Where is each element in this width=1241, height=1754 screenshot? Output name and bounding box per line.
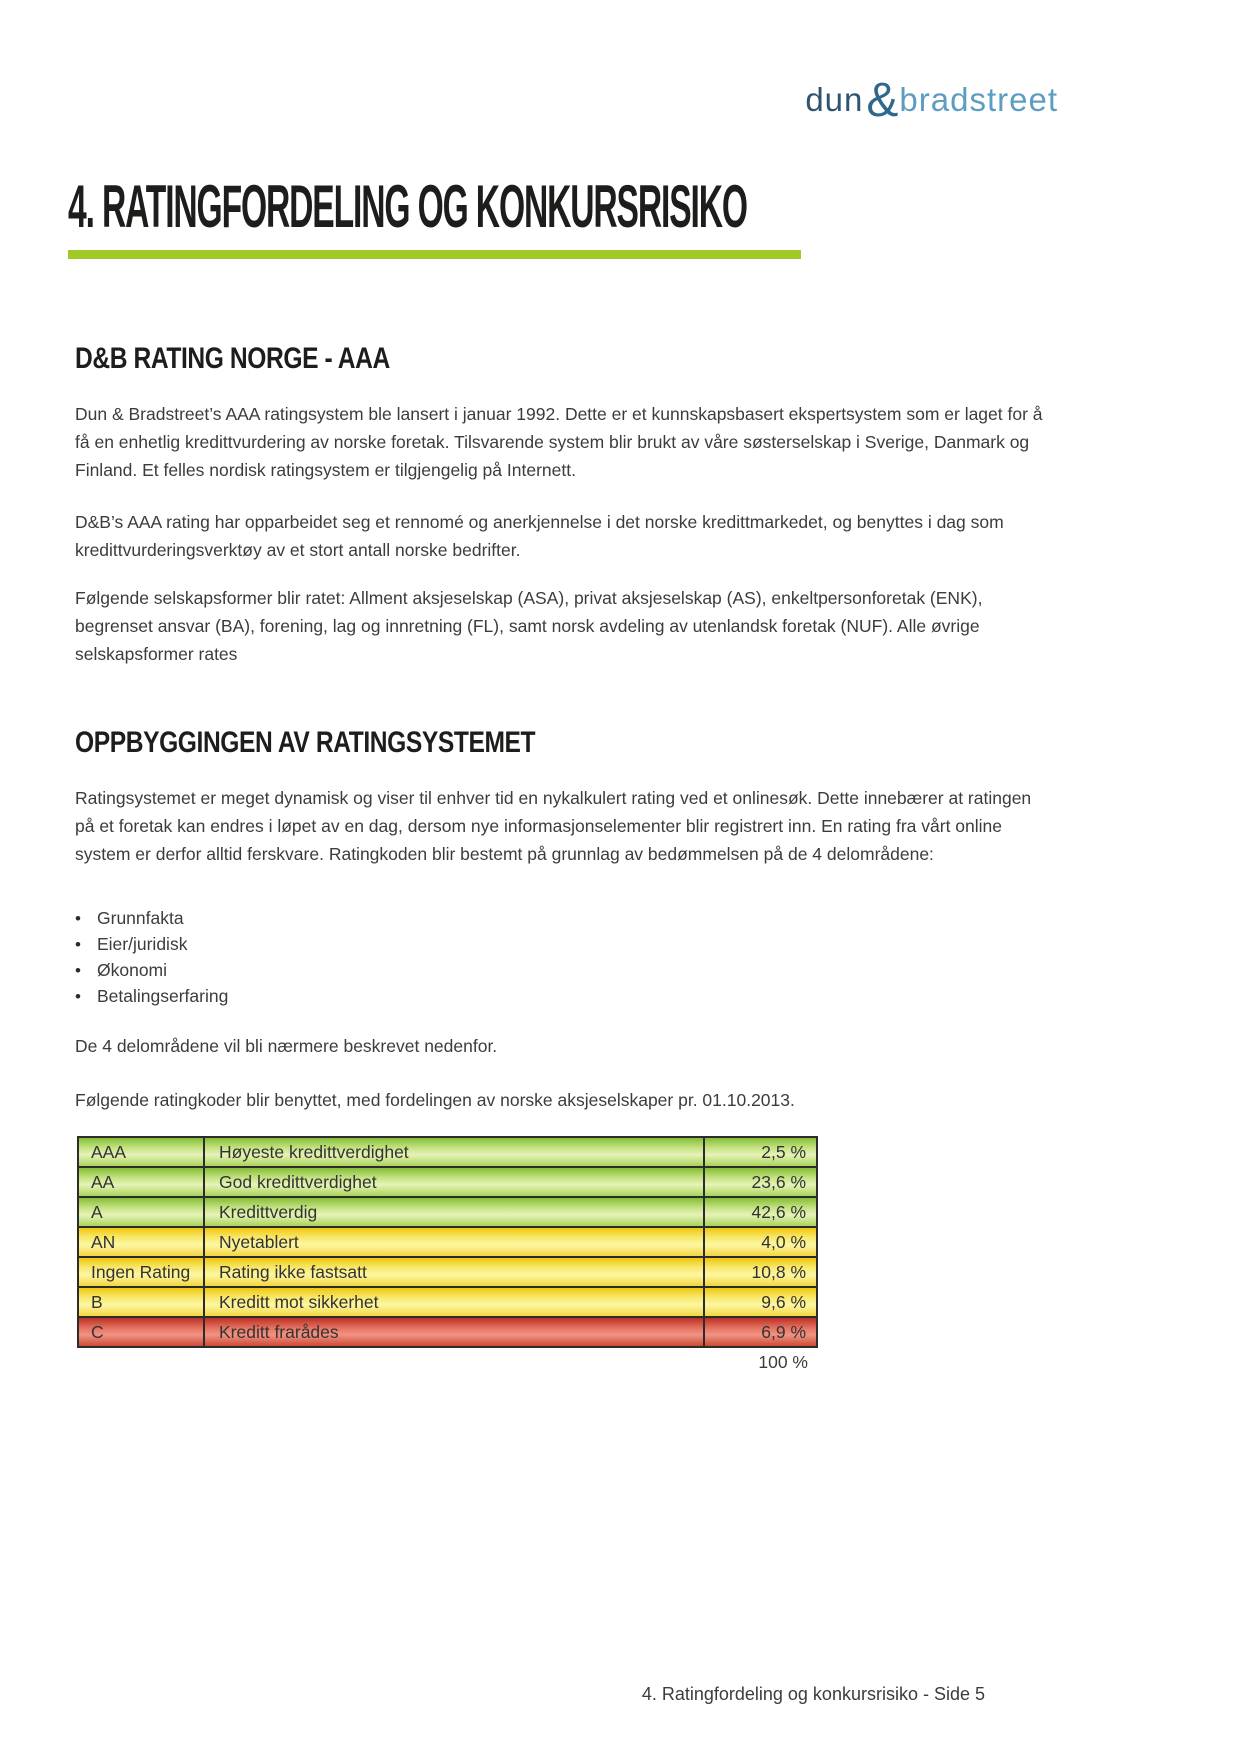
bullet-label: Økonomi — [97, 960, 168, 980]
logo-text-dun: dun — [805, 81, 864, 118]
bullet-label: Eier/juridisk — [97, 934, 188, 954]
rating-percent-cell: 2,5 % — [761, 1141, 806, 1162]
rating-percent-cell: 6,9 % — [761, 1321, 806, 1342]
list-item — [75, 934, 675, 960]
rating-percent-cell: 23,6 % — [751, 1171, 806, 1192]
page-footer: 4. Ratingfordeling og konkursrisiko - Side 5 — [641, 1684, 985, 1704]
bullet-label: Betalingserfaring — [97, 986, 229, 1006]
paragraph-rating-3: Følgende selskapsformer blir ratet: Allment aksjeselskap (ASA), privat aksjeselskap (AS), enkeltpersonforetak (ENK), begrenset ansvar (BA), forening, lag og innretning (FL), samt norsk avdeling av utenlandsk foretak (NUF). Alle øvrige selskapsformer rates — [75, 588, 983, 664]
rating-percent-cell: 9,6 % — [761, 1291, 806, 1312]
bullet-label: Grunnfakta — [97, 908, 184, 928]
table-total-percent: 100 % — [758, 1352, 808, 1372]
table-row — [79, 1138, 816, 1166]
table-row — [79, 1286, 816, 1316]
list-item — [75, 908, 675, 934]
bullet-icon: • — [75, 987, 81, 1006]
table-row — [79, 1196, 816, 1226]
rating-percent-cell: 42,6 % — [751, 1201, 806, 1222]
title-accent-bar — [68, 250, 801, 259]
rating-code-cell: Ingen Rating — [79, 1258, 205, 1286]
table-row — [79, 1316, 816, 1346]
subarea-bullet-list — [75, 908, 675, 1012]
rating-code-cell: C — [79, 1318, 205, 1346]
paragraph-rating-1: Dun & Bradstreet’s AAA ratingsystem ble lansert i januar 1992. Dette er et kunnskapsbasert ekspertsystem som er laget for å få en enhetlig kredittvurdering av norske foretak. Tilsvarende system blir brukt av våre søsterselskap i Sverige, Danmark og Finland. Et felles nordisk ratingsystem er tilgjengelig på Internett. — [75, 404, 1043, 480]
rating-code-cell: A — [79, 1198, 205, 1226]
table-row — [79, 1226, 816, 1256]
rating-label-cell: Høyeste kredittverdighet — [205, 1138, 705, 1166]
page-title: 4. RATINGFORDELING OG KONKURSRISIKO — [68, 173, 747, 240]
section-heading-rating-norge: D&B RATING NORGE - AAA — [75, 342, 390, 375]
list-item — [75, 986, 675, 1012]
rating-label-cell: Kredittverdig — [205, 1198, 705, 1226]
paragraph-table-intro: Følgende ratingkoder blir benyttet, med fordelingen av norske aksjeselskaper pr. 01.10.2013. — [75, 1090, 795, 1110]
bullet-icon: • — [75, 935, 81, 954]
table-row — [79, 1256, 816, 1286]
rating-label-cell: Rating ikke fastsatt — [205, 1258, 705, 1286]
paragraph-after-bullets: De 4 delområdene vil bli nærmere beskrevet nedenfor. — [75, 1036, 498, 1056]
bullet-icon: • — [75, 909, 81, 928]
rating-label-cell: God kredittverdighet — [205, 1168, 705, 1196]
section-heading-oppbyggingen: OPPBYGGINGEN AV RATINGSYSTEMET — [75, 726, 536, 759]
rating-label-cell: Kreditt mot sikkerhet — [205, 1288, 705, 1316]
paragraph-structure-intro: Ratingsystemet er meget dynamisk og viser til enhver tid en nykalkulert rating ved et onlinesøk. Dette innebærer at ratingen på et foretak kan endres i løpet av en dag, dersom nye informasjonselementer blir registrert inn. En rating fra vårt online system er derfor alltid ferskvare. Ratingkoden blir bestemt på grunnlag av bedømmelsen på de 4 delområdene: — [75, 788, 1032, 864]
bullet-icon: • — [75, 961, 81, 980]
rating-code-cell: AA — [79, 1168, 205, 1196]
rating-percent-cell: 10,8 % — [751, 1261, 806, 1282]
rating-percent-cell: 4,0 % — [761, 1231, 806, 1252]
rating-label-cell: Kreditt frarådes — [205, 1318, 705, 1346]
rating-distribution-table — [77, 1136, 818, 1348]
dun-bradstreet-logo — [805, 68, 1058, 127]
paragraph-rating-2: D&B’s AAA rating har opparbeidet seg et rennomé og anerkjennelse i det norske kredittmarkedet, og benyttes i dag som kredittvurderingsverktøy av et stort antall norske bedrifter. — [75, 512, 1004, 560]
table-row — [79, 1166, 816, 1196]
rating-label-cell: Nyetablert — [205, 1228, 705, 1256]
rating-code-cell: B — [79, 1288, 205, 1316]
logo-ampersand-icon: & — [866, 74, 899, 127]
rating-code-cell: AAA — [79, 1138, 205, 1166]
logo-text-bradstreet: bradstreet — [899, 81, 1058, 118]
list-item — [75, 960, 675, 986]
rating-code-cell: AN — [79, 1228, 205, 1256]
